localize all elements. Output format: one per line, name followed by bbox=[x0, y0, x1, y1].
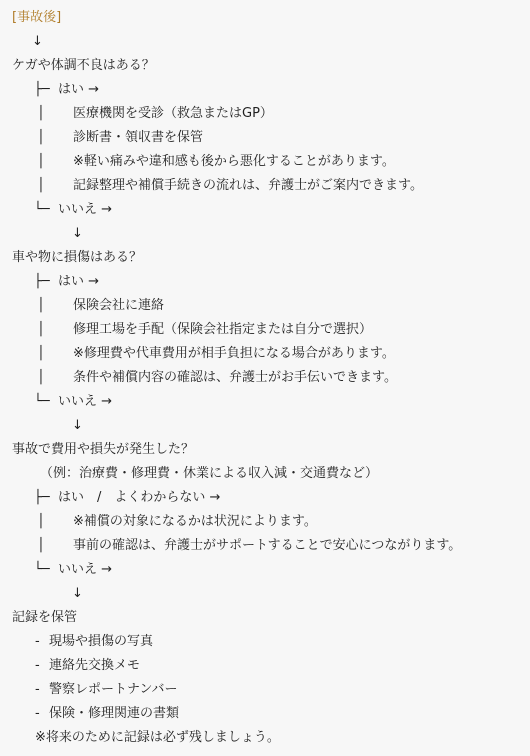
list-item bbox=[37, 297, 164, 315]
example-note: （例：治療費・修理費・休業による収入減・交通費など） bbox=[40, 466, 379, 481]
no-label: いいえ → bbox=[58, 202, 113, 217]
branch-no bbox=[34, 393, 112, 411]
vertical-glyph: │ bbox=[37, 514, 45, 529]
vertical-glyph: │ bbox=[37, 178, 45, 193]
branch-no bbox=[34, 561, 112, 579]
corner-glyph: └─ bbox=[34, 562, 50, 577]
list-item bbox=[35, 657, 140, 675]
corner-glyph: └─ bbox=[34, 394, 50, 409]
vertical-glyph: │ bbox=[37, 154, 45, 169]
item-text: 連絡先交換メモ bbox=[49, 658, 141, 673]
list-item bbox=[37, 345, 395, 363]
down-arrow: ↓ bbox=[72, 586, 83, 601]
list-item bbox=[37, 369, 397, 387]
list-item bbox=[35, 705, 179, 723]
dash-glyph: - bbox=[35, 706, 40, 721]
item-text: 事前の確認は、弁護士がサポートすることで安心につながります。 bbox=[73, 538, 462, 553]
item-text: ※軽い痛みや違和感も後から悪化することがあります。 bbox=[73, 154, 395, 169]
branch-yes bbox=[34, 273, 99, 291]
list-item bbox=[37, 177, 423, 195]
dash-glyph: - bbox=[35, 658, 40, 673]
vertical-glyph: │ bbox=[37, 106, 45, 121]
question-injury: ケガや体調不良はある？ bbox=[12, 58, 155, 73]
records-note: ※将来のために記録は必ず残しましょう。 bbox=[35, 730, 280, 745]
no-label: いいえ → bbox=[58, 394, 113, 409]
vertical-glyph: │ bbox=[37, 130, 45, 145]
question-damage: 車や物に損傷はある？ bbox=[12, 250, 143, 265]
item-text: 現場や損傷の写真 bbox=[49, 634, 154, 649]
vertical-glyph: │ bbox=[37, 322, 45, 337]
vertical-glyph: │ bbox=[37, 370, 45, 385]
item-text: 保険・修理関連の書類 bbox=[49, 706, 180, 721]
dash-glyph: - bbox=[35, 634, 40, 649]
vertical-glyph: │ bbox=[37, 346, 45, 361]
list-item bbox=[37, 129, 203, 147]
list-item bbox=[35, 633, 153, 651]
item-text: 保険会社に連絡 bbox=[73, 298, 165, 313]
list-item bbox=[37, 105, 273, 123]
dash-glyph: - bbox=[35, 682, 40, 697]
down-arrow: ↓ bbox=[72, 418, 83, 433]
branch-yes bbox=[34, 489, 220, 507]
vertical-glyph: │ bbox=[37, 538, 45, 553]
records-heading: 記録を保管 bbox=[12, 610, 78, 625]
item-text: 記録整理や補償手続きの流れは、弁護士がご案内できます。 bbox=[73, 178, 423, 193]
item-text: 診断書・領収書を保管 bbox=[73, 130, 204, 145]
list-item bbox=[37, 537, 461, 555]
branch-no bbox=[34, 201, 112, 219]
item-text: 警察レポートナンバー bbox=[49, 682, 178, 697]
branch-yes bbox=[34, 81, 99, 99]
list-item bbox=[37, 153, 395, 171]
list-item bbox=[37, 321, 372, 339]
question-costs: 事故で費用や損失が発生した？ bbox=[12, 442, 195, 457]
no-label: いいえ → bbox=[58, 562, 113, 577]
down-arrow: ↓ bbox=[32, 34, 43, 49]
branch-glyph: ├─ bbox=[34, 490, 50, 505]
page-title: [事故後] bbox=[12, 10, 62, 25]
item-text: ※修理費や代車費用が相手負担になる場合があります。 bbox=[73, 346, 395, 361]
item-text: 医療機関を受診（救急またはGP） bbox=[73, 106, 273, 121]
yes-label: はい → bbox=[58, 274, 100, 289]
branch-glyph: ├─ bbox=[34, 82, 50, 97]
down-arrow: ↓ bbox=[72, 226, 83, 241]
list-item bbox=[37, 513, 317, 531]
vertical-glyph: │ bbox=[37, 298, 45, 313]
yes-label: はい → bbox=[58, 82, 100, 97]
item-text: ※補償の対象になるかは状況によります。 bbox=[73, 514, 317, 529]
item-text: 修理工場を手配（保険会社指定または自分で選択） bbox=[73, 322, 373, 337]
branch-glyph: ├─ bbox=[34, 274, 50, 289]
item-text: 条件や補償内容の確認は、弁護士がお手伝いできます。 bbox=[73, 370, 397, 385]
yes-label: はい / よくわからない → bbox=[58, 490, 221, 505]
list-item bbox=[35, 681, 177, 699]
corner-glyph: └─ bbox=[34, 202, 50, 217]
